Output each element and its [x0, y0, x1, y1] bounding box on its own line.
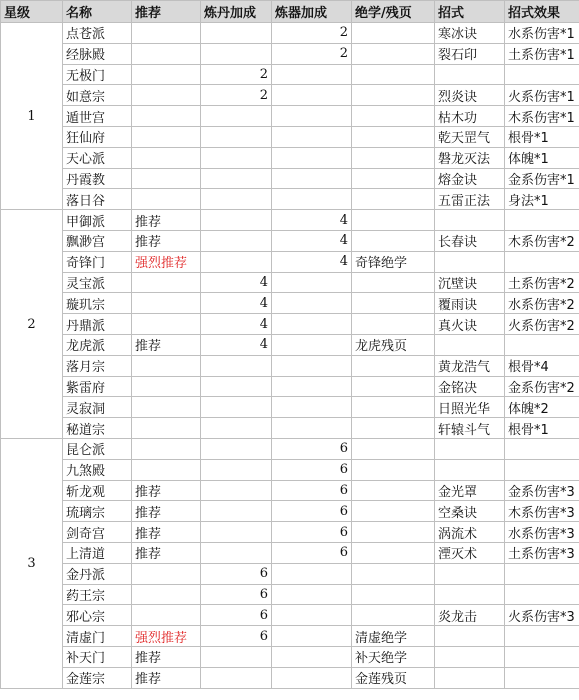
table-row	[1, 605, 579, 626]
alchemy-bonus-cell	[201, 168, 272, 189]
star-level-cell: 1	[1, 23, 63, 210]
alchemy-bonus-cell	[201, 147, 272, 168]
alchemy-bonus-cell	[201, 397, 272, 418]
skill-page-cell	[352, 85, 435, 106]
table-body	[1, 23, 579, 689]
table-row	[1, 334, 579, 355]
skill-page-cell	[352, 480, 435, 501]
forging-bonus-cell	[272, 189, 352, 210]
alchemy-bonus-cell	[201, 501, 272, 522]
forging-bonus-cell: 4	[272, 251, 352, 272]
recommend-cell	[132, 563, 201, 584]
forging-bonus-cell	[272, 667, 352, 688]
sect-name-cell: 紫雷府	[63, 376, 132, 397]
alchemy-bonus-cell	[201, 189, 272, 210]
skill-page-cell: 清虚绝学	[352, 626, 435, 647]
move-effect-cell: 木系伤害*1	[505, 106, 579, 127]
table-row	[1, 501, 579, 522]
move-cell: 涡流术	[435, 522, 505, 543]
move-effect-cell: 火系伤害*1	[505, 85, 579, 106]
recommend-cell	[132, 189, 201, 210]
forging-bonus-cell	[272, 605, 352, 626]
move-cell	[435, 563, 505, 584]
forging-bonus-cell	[272, 314, 352, 335]
sect-name-cell: 昆仑派	[63, 438, 132, 459]
skill-page-cell	[352, 376, 435, 397]
forging-bonus-cell	[272, 64, 352, 85]
skill-page-cell	[352, 459, 435, 480]
move-cell	[435, 459, 505, 480]
table-row	[1, 126, 579, 147]
move-cell: 五雷正法	[435, 189, 505, 210]
forging-bonus-cell	[272, 334, 352, 355]
sect-name-cell: 遁世宫	[63, 106, 132, 127]
move-effect-cell: 水系伤害*2	[505, 293, 579, 314]
recommend-cell	[132, 43, 201, 64]
recommend-cell: 推荐	[132, 230, 201, 251]
move-cell: 磐龙灭法	[435, 147, 505, 168]
skill-page-cell	[352, 210, 435, 231]
sect-name-cell: 灵宝派	[63, 272, 132, 293]
alchemy-bonus-cell: 4	[201, 272, 272, 293]
sect-name-cell: 龙虎派	[63, 334, 132, 355]
move-cell	[435, 334, 505, 355]
move-cell: 乾天罡气	[435, 126, 505, 147]
recommend-cell	[132, 293, 201, 314]
sect-name-cell: 奇锋门	[63, 251, 132, 272]
move-effect-cell	[505, 646, 579, 667]
table-row	[1, 563, 579, 584]
sect-name-cell: 药王宗	[63, 584, 132, 605]
table-row	[1, 168, 579, 189]
recommend-cell: 推荐	[132, 522, 201, 543]
sect-name-cell: 天心派	[63, 147, 132, 168]
recommend-cell	[132, 147, 201, 168]
recommend-cell: 强烈推荐	[132, 626, 201, 647]
sect-name-cell: 斩龙观	[63, 480, 132, 501]
table-row	[1, 251, 579, 272]
forging-bonus-cell	[272, 646, 352, 667]
sect-name-cell: 狂仙府	[63, 126, 132, 147]
alchemy-bonus-cell	[201, 418, 272, 439]
recommend-cell: 推荐	[132, 667, 201, 688]
sect-name-cell: 飘渺宫	[63, 230, 132, 251]
alchemy-bonus-cell: 4	[201, 334, 272, 355]
recommend-cell: 推荐	[132, 646, 201, 667]
move-cell	[435, 64, 505, 85]
alchemy-bonus-cell	[201, 522, 272, 543]
skill-page-cell	[352, 147, 435, 168]
move-cell: 覆雨诀	[435, 293, 505, 314]
recommend-cell	[132, 376, 201, 397]
skill-page-cell	[352, 542, 435, 563]
skill-page-cell	[352, 418, 435, 439]
move-cell: 沉壁诀	[435, 272, 505, 293]
recommend-cell: 推荐	[132, 210, 201, 231]
move-cell: 湮灭术	[435, 542, 505, 563]
alchemy-bonus-cell: 6	[201, 563, 272, 584]
skill-page-cell	[352, 584, 435, 605]
sect-name-cell: 丹鼎派	[63, 314, 132, 335]
header-star: 星级	[1, 1, 63, 23]
star-level-cell: 2	[1, 210, 63, 439]
alchemy-bonus-cell	[201, 23, 272, 44]
recommend-cell: 推荐	[132, 480, 201, 501]
move-cell: 烈炎诀	[435, 85, 505, 106]
skill-page-cell: 龙虎残页	[352, 334, 435, 355]
recommend-cell	[132, 418, 201, 439]
recommend-cell	[132, 397, 201, 418]
recommend-cell	[132, 85, 201, 106]
sect-name-cell: 落月宗	[63, 355, 132, 376]
recommend-cell: 强烈推荐	[132, 251, 201, 272]
header-name: 名称	[63, 1, 132, 23]
sect-name-cell: 金丹派	[63, 563, 132, 584]
skill-page-cell	[352, 563, 435, 584]
alchemy-bonus-cell	[201, 542, 272, 563]
alchemy-bonus-cell	[201, 438, 272, 459]
recommend-cell	[132, 272, 201, 293]
forging-bonus-cell	[272, 147, 352, 168]
table-row	[1, 397, 579, 418]
move-effect-cell: 金系伤害*2	[505, 376, 579, 397]
table-header	[1, 1, 579, 23]
move-effect-cell	[505, 626, 579, 647]
sect-name-cell: 璇玑宗	[63, 293, 132, 314]
move-cell: 枯木功	[435, 106, 505, 127]
sect-name-cell: 金莲宗	[63, 667, 132, 688]
move-cell: 金光罩	[435, 480, 505, 501]
move-cell	[435, 210, 505, 231]
sect-name-cell: 剑奇宫	[63, 522, 132, 543]
header-move: 招式	[435, 1, 505, 23]
table-row	[1, 522, 579, 543]
move-effect-cell	[505, 210, 579, 231]
skill-page-cell: 奇锋绝学	[352, 251, 435, 272]
move-effect-cell: 木系伤害*2	[505, 230, 579, 251]
table-row	[1, 210, 579, 231]
move-effect-cell: 根骨*1	[505, 126, 579, 147]
forging-bonus-cell: 6	[272, 480, 352, 501]
sect-name-cell: 上清道	[63, 542, 132, 563]
table-row	[1, 189, 579, 210]
recommend-cell	[132, 106, 201, 127]
forging-bonus-cell: 2	[272, 43, 352, 64]
skill-page-cell: 金莲残页	[352, 667, 435, 688]
move-effect-cell	[505, 251, 579, 272]
alchemy-bonus-cell	[201, 376, 272, 397]
sect-name-cell: 无极门	[63, 64, 132, 85]
alchemy-bonus-cell: 2	[201, 85, 272, 106]
move-cell: 空桑诀	[435, 501, 505, 522]
move-effect-cell: 土系伤害*3	[505, 542, 579, 563]
move-cell: 轩辕斗气	[435, 418, 505, 439]
alchemy-bonus-cell: 4	[201, 293, 272, 314]
move-effect-cell: 火系伤害*3	[505, 605, 579, 626]
sect-name-cell: 秘道宗	[63, 418, 132, 439]
sect-name-cell: 清虚门	[63, 626, 132, 647]
skill-page-cell	[352, 293, 435, 314]
forging-bonus-cell: 6	[272, 542, 352, 563]
sect-name-cell: 丹霞教	[63, 168, 132, 189]
table-row	[1, 64, 579, 85]
skill-page-cell	[352, 355, 435, 376]
move-cell: 金铭决	[435, 376, 505, 397]
sect-name-cell: 九煞殿	[63, 459, 132, 480]
table-row	[1, 85, 579, 106]
move-effect-cell: 根骨*1	[505, 418, 579, 439]
table-row	[1, 646, 579, 667]
forging-bonus-cell	[272, 355, 352, 376]
alchemy-bonus-cell	[201, 126, 272, 147]
skill-page-cell	[352, 189, 435, 210]
table-row	[1, 667, 579, 688]
skill-page-cell	[352, 106, 435, 127]
skill-page-cell	[352, 397, 435, 418]
move-cell: 寒冰诀	[435, 23, 505, 44]
recommend-cell	[132, 64, 201, 85]
alchemy-bonus-cell	[201, 230, 272, 251]
star-level-cell: 3	[1, 438, 63, 688]
skill-page-cell	[352, 522, 435, 543]
move-cell	[435, 251, 505, 272]
move-effect-cell	[505, 584, 579, 605]
alchemy-bonus-cell	[201, 251, 272, 272]
move-effect-cell: 土系伤害*1	[505, 43, 579, 64]
move-effect-cell	[505, 334, 579, 355]
recommend-cell	[132, 168, 201, 189]
forging-bonus-cell	[272, 85, 352, 106]
recommend-cell	[132, 605, 201, 626]
recommend-cell: 推荐	[132, 334, 201, 355]
recommend-cell	[132, 23, 201, 44]
move-effect-cell: 水系伤害*1	[505, 23, 579, 44]
recommend-cell	[132, 355, 201, 376]
table-row	[1, 23, 579, 44]
forging-bonus-cell	[272, 418, 352, 439]
move-effect-cell: 体魄*1	[505, 147, 579, 168]
skill-page-cell	[352, 23, 435, 44]
forging-bonus-cell: 6	[272, 501, 352, 522]
sect-name-cell: 补天门	[63, 646, 132, 667]
alchemy-bonus-cell: 2	[201, 64, 272, 85]
skill-page-cell	[352, 43, 435, 64]
recommend-cell: 推荐	[132, 542, 201, 563]
recommend-cell	[132, 314, 201, 335]
move-cell: 日照光华	[435, 397, 505, 418]
move-effect-cell: 土系伤害*2	[505, 272, 579, 293]
move-effect-cell	[505, 667, 579, 688]
move-effect-cell: 体魄*2	[505, 397, 579, 418]
move-cell: 炎龙击	[435, 605, 505, 626]
move-effect-cell: 水系伤害*3	[505, 522, 579, 543]
header-move-effect: 招式效果	[505, 1, 579, 23]
forging-bonus-cell	[272, 126, 352, 147]
table-row	[1, 43, 579, 64]
recommend-cell	[132, 438, 201, 459]
recommend-cell	[132, 459, 201, 480]
alchemy-bonus-cell	[201, 459, 272, 480]
skill-page-cell	[352, 64, 435, 85]
table-row	[1, 355, 579, 376]
alchemy-bonus-cell	[201, 355, 272, 376]
forging-bonus-cell: 6	[272, 459, 352, 480]
header-recommend: 推荐	[132, 1, 201, 23]
table-row	[1, 230, 579, 251]
skill-page-cell	[352, 168, 435, 189]
recommend-cell: 推荐	[132, 501, 201, 522]
table-row	[1, 459, 579, 480]
forging-bonus-cell: 4	[272, 210, 352, 231]
move-effect-cell	[505, 438, 579, 459]
forging-bonus-cell	[272, 376, 352, 397]
alchemy-bonus-cell	[201, 210, 272, 231]
sect-name-cell: 点苍派	[63, 23, 132, 44]
move-effect-cell: 火系伤害*2	[505, 314, 579, 335]
forging-bonus-cell: 6	[272, 522, 352, 543]
table-row	[1, 626, 579, 647]
forging-bonus-cell	[272, 397, 352, 418]
table-row	[1, 418, 579, 439]
move-effect-cell	[505, 459, 579, 480]
forging-bonus-cell: 4	[272, 230, 352, 251]
skill-page-cell	[352, 126, 435, 147]
sect-name-cell: 灵寂洞	[63, 397, 132, 418]
skill-page-cell	[352, 272, 435, 293]
table-row	[1, 106, 579, 127]
move-cell: 长春诀	[435, 230, 505, 251]
table-row	[1, 480, 579, 501]
move-cell	[435, 584, 505, 605]
header-skill-page: 绝学/残页	[352, 1, 435, 23]
move-effect-cell: 根骨*4	[505, 355, 579, 376]
forging-bonus-cell	[272, 293, 352, 314]
alchemy-bonus-cell: 4	[201, 314, 272, 335]
forging-bonus-cell: 2	[272, 23, 352, 44]
table-row	[1, 584, 579, 605]
sect-name-cell: 琉璃宗	[63, 501, 132, 522]
move-cell	[435, 646, 505, 667]
header-alchemy: 炼丹加成	[201, 1, 272, 23]
move-effect-cell: 金系伤害*3	[505, 480, 579, 501]
move-cell: 裂石印	[435, 43, 505, 64]
skill-page-cell	[352, 314, 435, 335]
alchemy-bonus-cell	[201, 43, 272, 64]
alchemy-bonus-cell	[201, 480, 272, 501]
forging-bonus-cell	[272, 106, 352, 127]
sect-name-cell: 邪心宗	[63, 605, 132, 626]
table-row	[1, 147, 579, 168]
forging-bonus-cell: 6	[272, 438, 352, 459]
alchemy-bonus-cell	[201, 667, 272, 688]
move-cell: 真火诀	[435, 314, 505, 335]
table-row	[1, 376, 579, 397]
recommend-cell	[132, 584, 201, 605]
skill-page-cell	[352, 230, 435, 251]
alchemy-bonus-cell: 6	[201, 584, 272, 605]
move-effect-cell: 金系伤害*1	[505, 168, 579, 189]
move-cell	[435, 438, 505, 459]
sect-name-cell: 落日谷	[63, 189, 132, 210]
move-cell: 黄龙浩气	[435, 355, 505, 376]
table-row	[1, 542, 579, 563]
move-cell	[435, 667, 505, 688]
forging-bonus-cell	[272, 626, 352, 647]
table-row	[1, 438, 579, 459]
header-forging: 炼器加成	[272, 1, 352, 23]
move-effect-cell: 身法*1	[505, 189, 579, 210]
table-row	[1, 293, 579, 314]
move-cell	[435, 626, 505, 647]
skill-page-cell	[352, 501, 435, 522]
table-row	[1, 272, 579, 293]
forging-bonus-cell	[272, 168, 352, 189]
skill-page-cell	[352, 438, 435, 459]
table-row	[1, 314, 579, 335]
skill-page-cell	[352, 605, 435, 626]
sect-name-cell: 甲御派	[63, 210, 132, 231]
alchemy-bonus-cell: 6	[201, 605, 272, 626]
sect-name-cell: 经脉殿	[63, 43, 132, 64]
alchemy-bonus-cell: 6	[201, 626, 272, 647]
move-effect-cell	[505, 64, 579, 85]
alchemy-bonus-cell	[201, 106, 272, 127]
sect-name-cell: 如意宗	[63, 85, 132, 106]
forging-bonus-cell	[272, 563, 352, 584]
move-cell: 熔金诀	[435, 168, 505, 189]
header-row	[1, 1, 579, 23]
move-effect-cell: 木系伤害*3	[505, 501, 579, 522]
recommend-cell	[132, 126, 201, 147]
forging-bonus-cell	[272, 584, 352, 605]
skill-page-cell: 补天绝学	[352, 646, 435, 667]
alchemy-bonus-cell	[201, 646, 272, 667]
forging-bonus-cell	[272, 272, 352, 293]
move-effect-cell	[505, 563, 579, 584]
